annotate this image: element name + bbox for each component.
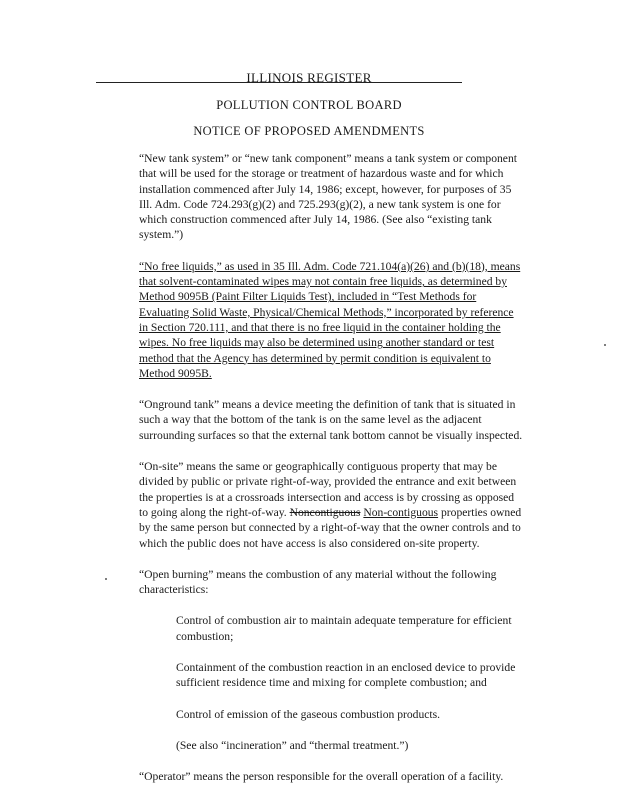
document-body: [139, 151, 523, 801]
definition-no-free-liquids: “No free liquids,” as used in 35 Ill. Adm. Code 721.104(a)(26) and (b)(18), means that solvent-contaminated wipes may not contain free liquids, as determined by Method 9095B (Paint Filter Liquids Test), included in “Test Methods for Evaluating Solid Waste, Physical/Chemical Methods,” incorporated by reference in Section 720.111, and that there is no free liquid in the container holding the wipes. No free liquids may also be determined using another standard or test method that the Agency has determined by permit condition is equivalent to Method 9095B.: [139, 259, 521, 380]
open-burning-item-2: Containment of the combustion reaction in an enclosed device to provide sufficient residence time and mixing for complete combustion; and: [176, 661, 516, 690]
definition-operator: “Operator” means the person responsible for the overall operation of a facility.: [139, 770, 504, 784]
definition-onground-tank: “Onground tank” means a device meeting the definition of tank that is situated in such a way that the bottom of the tank is on the same level as the adjacent surrounding surfaces so that the external tank bottom cannot be visually inspected.: [139, 398, 523, 442]
definition-new-tank-system: “New tank system” or “new tank component” means a tank system or component that will be used for the storage or treatment of hazardous waste and for which installation commenced after July 14, 1986; except, however, for purposes of 35 Ill. Adm. Code 724.293(g)(2) and 725.293(g)(2), a new tank system is one for which construction commenced after July 14, 1986. (See also “existing tank system.”): [139, 152, 517, 242]
register-title: ILLINOIS REGISTER: [246, 70, 372, 85]
open-burning-item-3: Control of emission of the gaseous combustion products.: [176, 707, 441, 721]
scan-speck: [604, 344, 606, 346]
definition-on-site: [139, 459, 523, 551]
open-burning-item-1: Control of combustion air to maintain adequate temperature for efficient combustion;: [176, 614, 512, 643]
scan-speck: [105, 578, 107, 580]
on-site-text-part1: “On-site” means the same or geographically contiguous property that may be divided by public or private right-of-way, provided the entrance and exit between the properties is at a crossroads intersection and access is by crossing as opposed to going along the right-of-way.: [139, 460, 517, 519]
definition-open-burning: “Open burning” means the combustion of any material without the following characteristics:: [139, 567, 497, 597]
on-site-struck-text: Noncontiguous: [289, 505, 361, 519]
notice-title: NOTICE OF PROPOSED AMENDMENTS: [193, 124, 425, 138]
on-site-text-part2: properties owned by the same person but connected by a right-of-way that the owner controls and to which the public does not have access is also considered on-site property.: [139, 505, 522, 550]
board-title: POLLUTION CONTROL BOARD: [216, 98, 402, 112]
on-site-inserted-text: Non-contiguous: [363, 505, 439, 519]
open-burning-see-also: (See also “incineration” and “thermal treatment.”): [176, 738, 409, 752]
